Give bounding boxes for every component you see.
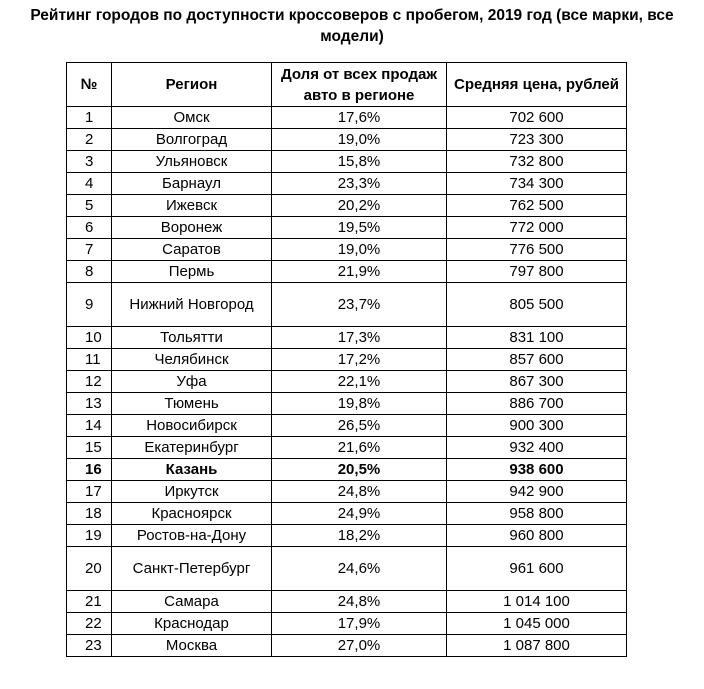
cell-region: Москва <box>112 635 272 657</box>
cell-share: 24,6% <box>272 547 447 591</box>
cell-price: 942 900 <box>447 481 627 503</box>
cell-share: 22,1% <box>272 371 447 393</box>
cell-region: Волгоград <box>112 129 272 151</box>
cell-region: Ижевск <box>112 195 272 217</box>
cell-share: 17,9% <box>272 613 447 635</box>
cell-region: Ростов-на-Дону <box>112 525 272 547</box>
cell-price: 797 800 <box>447 261 627 283</box>
cell-price: 857 600 <box>447 349 627 371</box>
table-row <box>67 129 627 151</box>
table-row <box>67 107 627 129</box>
cell-price: 958 800 <box>447 503 627 525</box>
table-row <box>67 437 627 459</box>
cell-share: 23,7% <box>272 283 447 327</box>
table-row <box>67 635 627 657</box>
cell-region: Тюмень <box>112 393 272 415</box>
cell-num: 11 <box>67 349 112 371</box>
cell-share: 19,0% <box>272 129 447 151</box>
cell-price: 734 300 <box>447 173 627 195</box>
cell-num: 23 <box>67 635 112 657</box>
page-title: Рейтинг городов по доступности кроссоверов с пробегом, 2019 год (все марки, все модели) <box>30 7 674 45</box>
cell-region: Омск <box>112 107 272 129</box>
cell-region: Самара <box>112 591 272 613</box>
table-row <box>67 459 627 481</box>
cell-price: 961 600 <box>447 547 627 591</box>
cell-region: Новосибирск <box>112 415 272 437</box>
cell-price: 702 600 <box>447 107 627 129</box>
cell-num: 9 <box>67 283 112 327</box>
cell-price: 1 014 100 <box>447 591 627 613</box>
cell-num: 18 <box>67 503 112 525</box>
cell-num: 13 <box>67 393 112 415</box>
table-row <box>67 371 627 393</box>
cell-region: Ульяновск <box>112 151 272 173</box>
cell-num: 19 <box>67 525 112 547</box>
table-row <box>67 525 627 547</box>
cell-num: 20 <box>67 547 112 591</box>
cell-share: 20,2% <box>272 195 447 217</box>
cell-region: Санкт-Петербург <box>112 547 272 591</box>
cell-region: Воронеж <box>112 217 272 239</box>
table-row <box>67 327 627 349</box>
cell-region: Екатеринбург <box>112 437 272 459</box>
cell-share: 24,8% <box>272 591 447 613</box>
cell-share: 15,8% <box>272 151 447 173</box>
cell-region: Иркутск <box>112 481 272 503</box>
cell-num: 1 <box>67 107 112 129</box>
cell-region: Пермь <box>112 261 272 283</box>
cell-share: 26,5% <box>272 415 447 437</box>
table-row <box>67 613 627 635</box>
cell-share: 17,3% <box>272 327 447 349</box>
cell-price: 723 300 <box>447 129 627 151</box>
table-row <box>67 503 627 525</box>
table-header-row <box>67 63 627 107</box>
table-row <box>67 239 627 261</box>
cell-region: Краснодар <box>112 613 272 635</box>
table-row <box>67 195 627 217</box>
table-row <box>67 261 627 283</box>
cell-price: 932 400 <box>447 437 627 459</box>
cell-share: 20,5% <box>272 459 447 481</box>
cell-num: 17 <box>67 481 112 503</box>
cell-share: 21,6% <box>272 437 447 459</box>
cell-share: 23,3% <box>272 173 447 195</box>
table-row <box>67 173 627 195</box>
cell-num: 14 <box>67 415 112 437</box>
rating-table <box>66 62 627 657</box>
cell-region: Челябинск <box>112 349 272 371</box>
cell-num: 21 <box>67 591 112 613</box>
table-row <box>67 283 627 327</box>
cell-price: 1 045 000 <box>447 613 627 635</box>
cell-price: 772 000 <box>447 217 627 239</box>
cell-price: 1 087 800 <box>447 635 627 657</box>
header-price: Средняя цена, рублей <box>447 63 627 107</box>
cell-price: 960 800 <box>447 525 627 547</box>
cell-share: 17,2% <box>272 349 447 371</box>
cell-num: 22 <box>67 613 112 635</box>
cell-price: 938 600 <box>447 459 627 481</box>
table-row <box>67 481 627 503</box>
cell-share: 24,8% <box>272 481 447 503</box>
cell-price: 867 300 <box>447 371 627 393</box>
cell-num: 5 <box>67 195 112 217</box>
cell-num: 4 <box>67 173 112 195</box>
cell-price: 831 100 <box>447 327 627 349</box>
cell-share: 18,2% <box>272 525 447 547</box>
cell-region: Саратов <box>112 239 272 261</box>
cell-region: Уфа <box>112 371 272 393</box>
table-row <box>67 591 627 613</box>
header-num: № <box>67 63 112 107</box>
header-region: Регион <box>112 63 272 107</box>
cell-share: 19,5% <box>272 217 447 239</box>
cell-price: 776 500 <box>447 239 627 261</box>
table-row <box>67 151 627 173</box>
cell-num: 6 <box>67 217 112 239</box>
cell-price: 805 500 <box>447 283 627 327</box>
header-share: Доля от всех продаж авто в регионе <box>272 63 447 107</box>
cell-num: 8 <box>67 261 112 283</box>
table-body <box>67 107 627 657</box>
cell-price: 762 500 <box>447 195 627 217</box>
cell-num: 3 <box>67 151 112 173</box>
cell-num: 2 <box>67 129 112 151</box>
cell-share: 21,9% <box>272 261 447 283</box>
cell-region: Тольятти <box>112 327 272 349</box>
cell-price: 900 300 <box>447 415 627 437</box>
table-row <box>67 217 627 239</box>
cell-num: 12 <box>67 371 112 393</box>
cell-num: 15 <box>67 437 112 459</box>
cell-num: 16 <box>67 459 112 481</box>
cell-share: 19,8% <box>272 393 447 415</box>
cell-num: 7 <box>67 239 112 261</box>
cell-share: 17,6% <box>272 107 447 129</box>
table-row <box>67 349 627 371</box>
table-row <box>67 393 627 415</box>
table-row <box>67 415 627 437</box>
cell-region: Барнаул <box>112 173 272 195</box>
cell-price: 732 800 <box>447 151 627 173</box>
cell-region: Нижний Новгород <box>112 283 272 327</box>
cell-share: 19,0% <box>272 239 447 261</box>
table-row <box>67 547 627 591</box>
cell-region: Казань <box>112 459 272 481</box>
cell-share: 27,0% <box>272 635 447 657</box>
cell-region: Красноярск <box>112 503 272 525</box>
cell-num: 10 <box>67 327 112 349</box>
cell-share: 24,9% <box>272 503 447 525</box>
cell-price: 886 700 <box>447 393 627 415</box>
